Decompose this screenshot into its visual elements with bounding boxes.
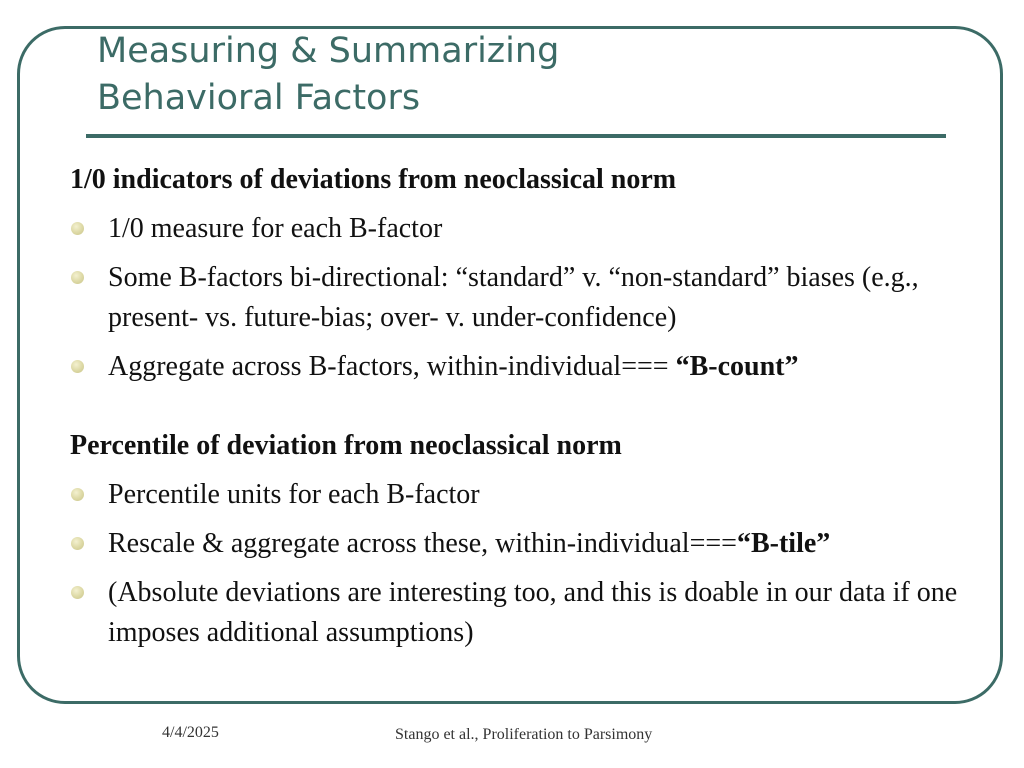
bullet-text: Percentile units for each B-factor [108, 479, 480, 510]
bullet-dot-icon [71, 222, 84, 235]
section-binary-indicators [70, 160, 970, 387]
bullet-text: Some B-factors bi-directional: “standard” v. “non-standard” biases (e.g., present- vs. future-bias; over- v. under-confidence) [108, 262, 919, 333]
bullet-dot-icon [71, 360, 84, 373]
section-heading-binary: 1/0 indicators of deviations from neoclassical norm [70, 164, 677, 195]
bullet-dot-icon [71, 271, 84, 284]
bullet-dot-icon [71, 488, 84, 501]
section-heading-percentile: Percentile of deviation from neoclassical norm [70, 430, 622, 461]
bullet-text: Aggregate across B-factors, within-individual=== [108, 351, 676, 382]
bullet-dot-icon [71, 586, 84, 599]
bullet-list-percentile [70, 475, 970, 653]
bullet-text: Rescale & aggregate across these, within-individual=== [108, 528, 737, 559]
footer-date: 4/4/2025 [162, 724, 219, 741]
bullet-item [70, 347, 970, 387]
b-tile-term: “B-tile” [736, 528, 831, 559]
section-percentile [70, 426, 970, 653]
bullet-item [70, 258, 970, 338]
bullet-text: (Absolute deviations are interesting too, and this is doable in our data if one imposes additional assumptions) [108, 577, 958, 648]
bullet-dot-icon [71, 537, 84, 550]
bullet-list-binary [70, 209, 970, 387]
slide-title-line-2: Behavioral Factors [97, 78, 421, 118]
section-spacer [70, 387, 970, 426]
bullet-item [70, 209, 970, 249]
slide-body [70, 160, 970, 653]
bullet-item [70, 524, 970, 564]
bullet-item [70, 573, 970, 653]
slide-title-line-1: Measuring & Summarizing [97, 31, 560, 71]
bullet-text: 1/0 measure for each B-factor [108, 213, 443, 244]
bullet-item [70, 475, 970, 515]
slide-title [97, 28, 559, 122]
footer-citation: Stango et al., Proliferation to Parsimony [395, 726, 653, 743]
b-count-term: “B-count” [675, 351, 799, 382]
title-underline [86, 134, 946, 138]
